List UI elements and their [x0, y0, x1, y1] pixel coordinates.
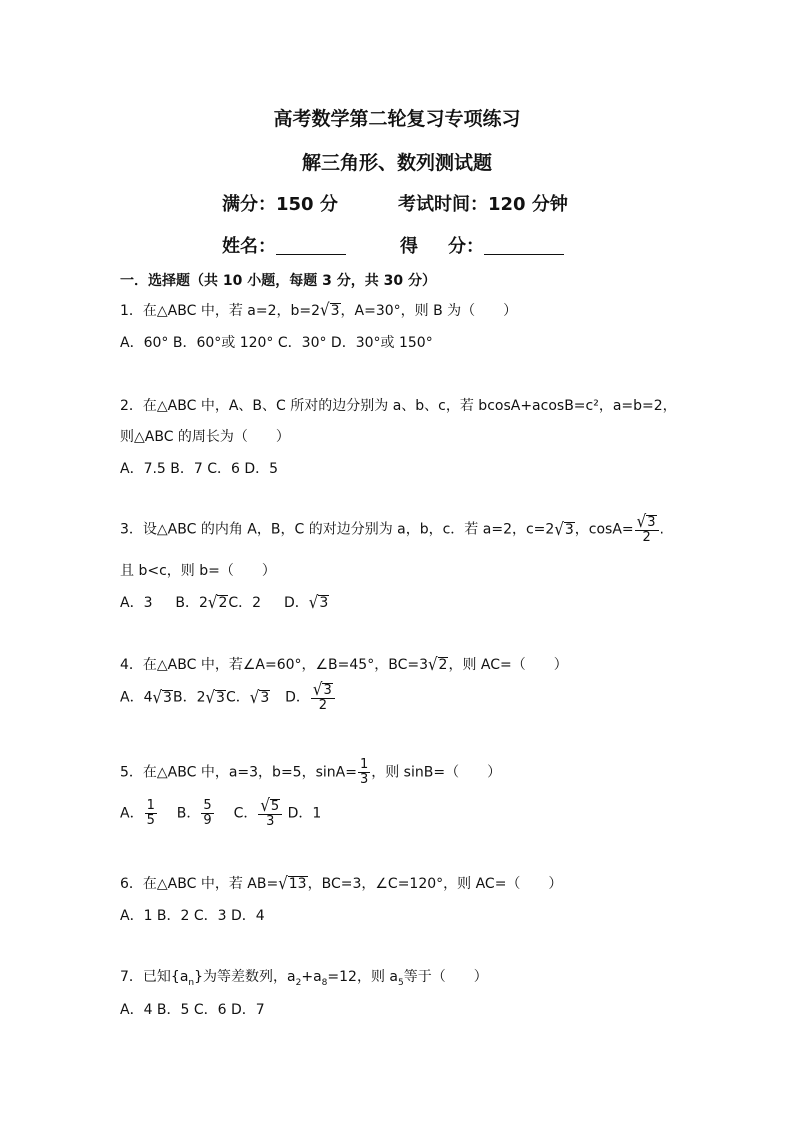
q1-text-post: ，A=30°，则 B 为（ ） — [340, 303, 518, 319]
sqrt-symbol: √2 — [427, 653, 448, 675]
q5-option-c: C． — [233, 805, 258, 822]
q4-d-fraction: $\frac{√3}{2}$ — [311, 682, 335, 713]
q7-text-1: 7．已知{a — [120, 969, 189, 985]
q4-options — [120, 678, 336, 713]
question-6 — [120, 873, 562, 893]
q6-radicand: 13 — [288, 876, 307, 892]
sqrt-symbol: √3 — [152, 686, 172, 707]
q3-fraction: $\frac{√3}{2}$ — [635, 514, 659, 545]
points-field — [400, 232, 564, 258]
q5-option-b: B． — [176, 805, 201, 822]
points-label-1: 得 — [400, 236, 418, 257]
q6-text-pre: 6．在△ABC 中，若 AB= — [120, 876, 279, 892]
question-1 — [120, 300, 517, 320]
q3-text-end: . — [659, 521, 664, 538]
q3-option-c: C．2 — [228, 595, 262, 611]
sqrt-symbol: √3 — [308, 591, 329, 613]
q3-radicand: 3 — [564, 521, 574, 538]
name-blank[interactable] — [276, 236, 346, 255]
sqrt-symbol: √13 — [278, 872, 307, 894]
q1-text-pre: 1．在△ABC 中，若 a=2，b=2 — [120, 303, 321, 319]
section-heading: 一．选择题（共 10 小题，每题 3 分，共 30 分） — [120, 273, 436, 289]
question-5 — [120, 758, 501, 787]
q3-options — [120, 592, 329, 612]
q3-text-pre: 3．设△ABC 的内角 A，B，C 的对边分别为 a，b，c．若 a=2，c=2 — [120, 521, 555, 538]
question-3-line-2: 且 b<c，则 b=（ ） — [120, 563, 276, 579]
q4-text-post: ，则 AC=（ ） — [448, 657, 568, 673]
q7-options: A．4 B．5 C．6 D．7 — [120, 1002, 265, 1018]
question-7 — [120, 966, 488, 988]
sqrt-symbol: √2 — [207, 591, 228, 613]
q5-options — [120, 794, 322, 829]
question-2-line-1: 2．在△ABC 中，A、B、C 所对的边分别为 a、b、c，若 bcosA+acosB=c²，a=b=2， — [120, 398, 677, 414]
points-label-2: 分： — [448, 236, 484, 257]
points-blank[interactable] — [484, 236, 564, 255]
q3-option-b: B．2 — [175, 595, 208, 611]
q5-b-fraction: $\frac{5}{9}$ — [203, 798, 212, 828]
page-title: 高考数学第二轮复习专项练习 — [273, 108, 521, 130]
question-4 — [120, 654, 568, 674]
q3-option-d: D． — [283, 595, 309, 611]
q6-options: A．1 B．2 C．3 D．4 — [120, 908, 265, 924]
exam-time: 考试时间：120 分钟 — [398, 194, 568, 215]
question-2-line-2: 则△ABC 的周长为（ ） — [120, 429, 290, 445]
q1-options: A．60° B．60°或 120° C．30° D．30°或 150° — [120, 335, 433, 351]
q7-text-2: }为等差数列，a — [194, 969, 296, 985]
page-subtitle: 解三角形、数列测试题 — [301, 152, 492, 174]
q7-sub-n: n — [188, 977, 195, 988]
q1-radicand: 3 — [330, 303, 340, 319]
q5-text-pre: 5．在△ABC 中，a=3，b=5，sinA= — [120, 764, 357, 781]
q7-text-3: +a — [301, 969, 322, 985]
q5-fraction: $\frac{1}{3}$ — [359, 757, 369, 787]
question-3 — [120, 510, 664, 545]
q5-option-d: D．1 — [287, 805, 322, 822]
q7-sub-2: 2 — [295, 977, 302, 988]
name-label: 姓名： — [222, 236, 276, 257]
q5-a-fraction: $\frac{1}{5}$ — [146, 798, 155, 828]
q7-sub-5: 5 — [397, 977, 404, 988]
q7-sub-8: 8 — [321, 977, 328, 988]
name-field — [222, 232, 346, 258]
q3-frac-den: 2 — [642, 530, 651, 545]
q4-option-b: B．2 — [172, 689, 206, 706]
q4-radicand: 2 — [438, 657, 448, 673]
q5-c-fraction: $\frac{√5}{3}$ — [258, 798, 282, 829]
q3-frac-num: 3 — [647, 515, 656, 530]
sqrt-symbol: √3 — [320, 299, 340, 321]
q2-options: A．7.5 B．7 C．6 D．5 — [120, 461, 279, 477]
q4-option-a: A．4 — [120, 689, 153, 706]
q5-text-post: ，则 sinB=（ ） — [371, 764, 502, 781]
q4-text-pre: 4．在△ABC 中，若∠A=60°，∠B=45°，BC=3 — [120, 657, 428, 673]
q6-text-post: ，BC=3，∠C=120°，则 AC=（ ） — [307, 876, 563, 892]
q5-option-a: A． — [120, 805, 144, 822]
q4-option-c: C． — [225, 689, 250, 706]
q7-text-4: =12，则 a — [327, 969, 398, 985]
sqrt-symbol: √3 — [249, 686, 270, 707]
sqrt-symbol: √3 — [554, 518, 574, 539]
full-score: 满分：150 分 — [222, 194, 338, 215]
q3-option-a: A．3 — [120, 595, 153, 611]
q7-text-5: 等于（ ） — [403, 969, 488, 985]
q4-option-d: D． — [285, 689, 310, 706]
sqrt-symbol: √3 — [205, 686, 225, 707]
q3-text-mid: ，cosA= — [574, 521, 634, 538]
